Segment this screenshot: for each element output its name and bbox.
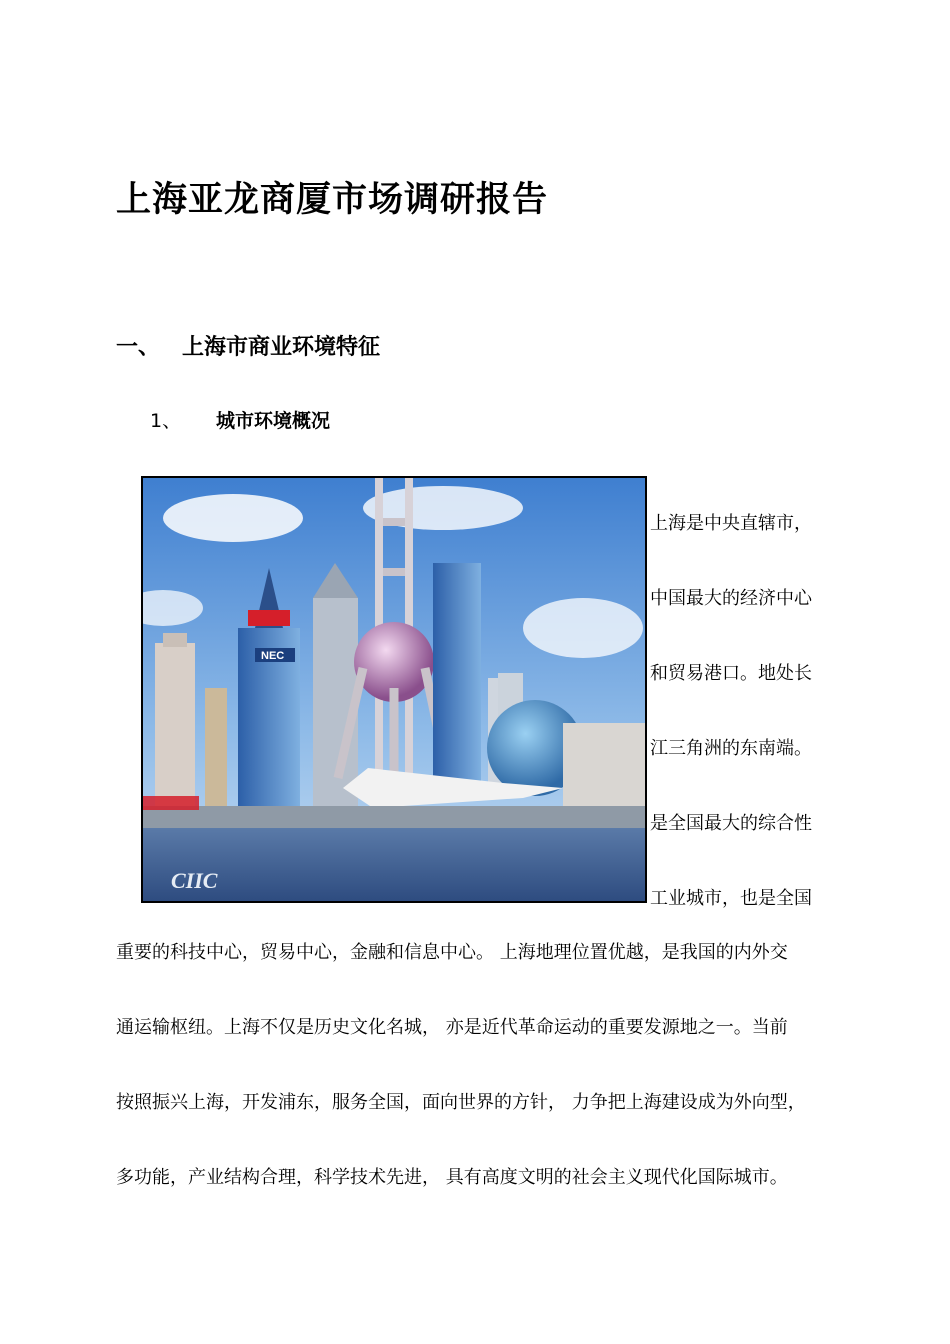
paragraph-line: 和贸易港口。地处长 — [650, 663, 812, 684]
subsection-heading — [150, 406, 330, 433]
paragraph-line: 重要的科技中心，贸易中心，金融和信息中心。 上海地理位置优越，是我国的内外交 — [116, 942, 788, 963]
section-heading — [116, 330, 380, 361]
document-title: 上海亚龙商厦市场调研报告 — [116, 180, 549, 220]
photo-logo: CIIC — [171, 868, 218, 893]
photo-billboard: NEC — [261, 650, 285, 662]
paragraph-line: 江三角洲的东南端。 — [650, 738, 812, 759]
section-number: 一、 — [116, 335, 161, 360]
subsection-number: 1、 — [150, 410, 182, 432]
paragraph-line: 上海是中央直辖市， — [650, 513, 812, 534]
paragraph-line: 工业城市，也是全国 — [650, 888, 812, 909]
paragraph-line: 通运输枢纽。上海不仅是历史文化名城， 亦是近代革命运动的重要发源地之一。当前 — [116, 1017, 788, 1038]
paragraph-line: 多功能，产业结构合理，科学技术先进， 具有高度文明的社会主义现代化国际城市。 — [116, 1167, 788, 1188]
shanghai-skyline-photo — [141, 476, 647, 903]
paragraph-continuation — [116, 930, 846, 1230]
subsection-title: 城市环境概况 — [216, 410, 331, 432]
paragraph-line: 是全国最大的综合性 — [650, 813, 812, 834]
wrapped-paragraph-beside-photo — [650, 486, 850, 936]
section-title: 上海市商业环境特征 — [182, 335, 381, 360]
paragraph-line: 中国最大的经济中心 — [650, 588, 812, 609]
paragraph-line: 按照振兴上海，开发浦东，服务全国，面向世界的方针， 力争把上海建设成为外向型， — [116, 1092, 806, 1113]
